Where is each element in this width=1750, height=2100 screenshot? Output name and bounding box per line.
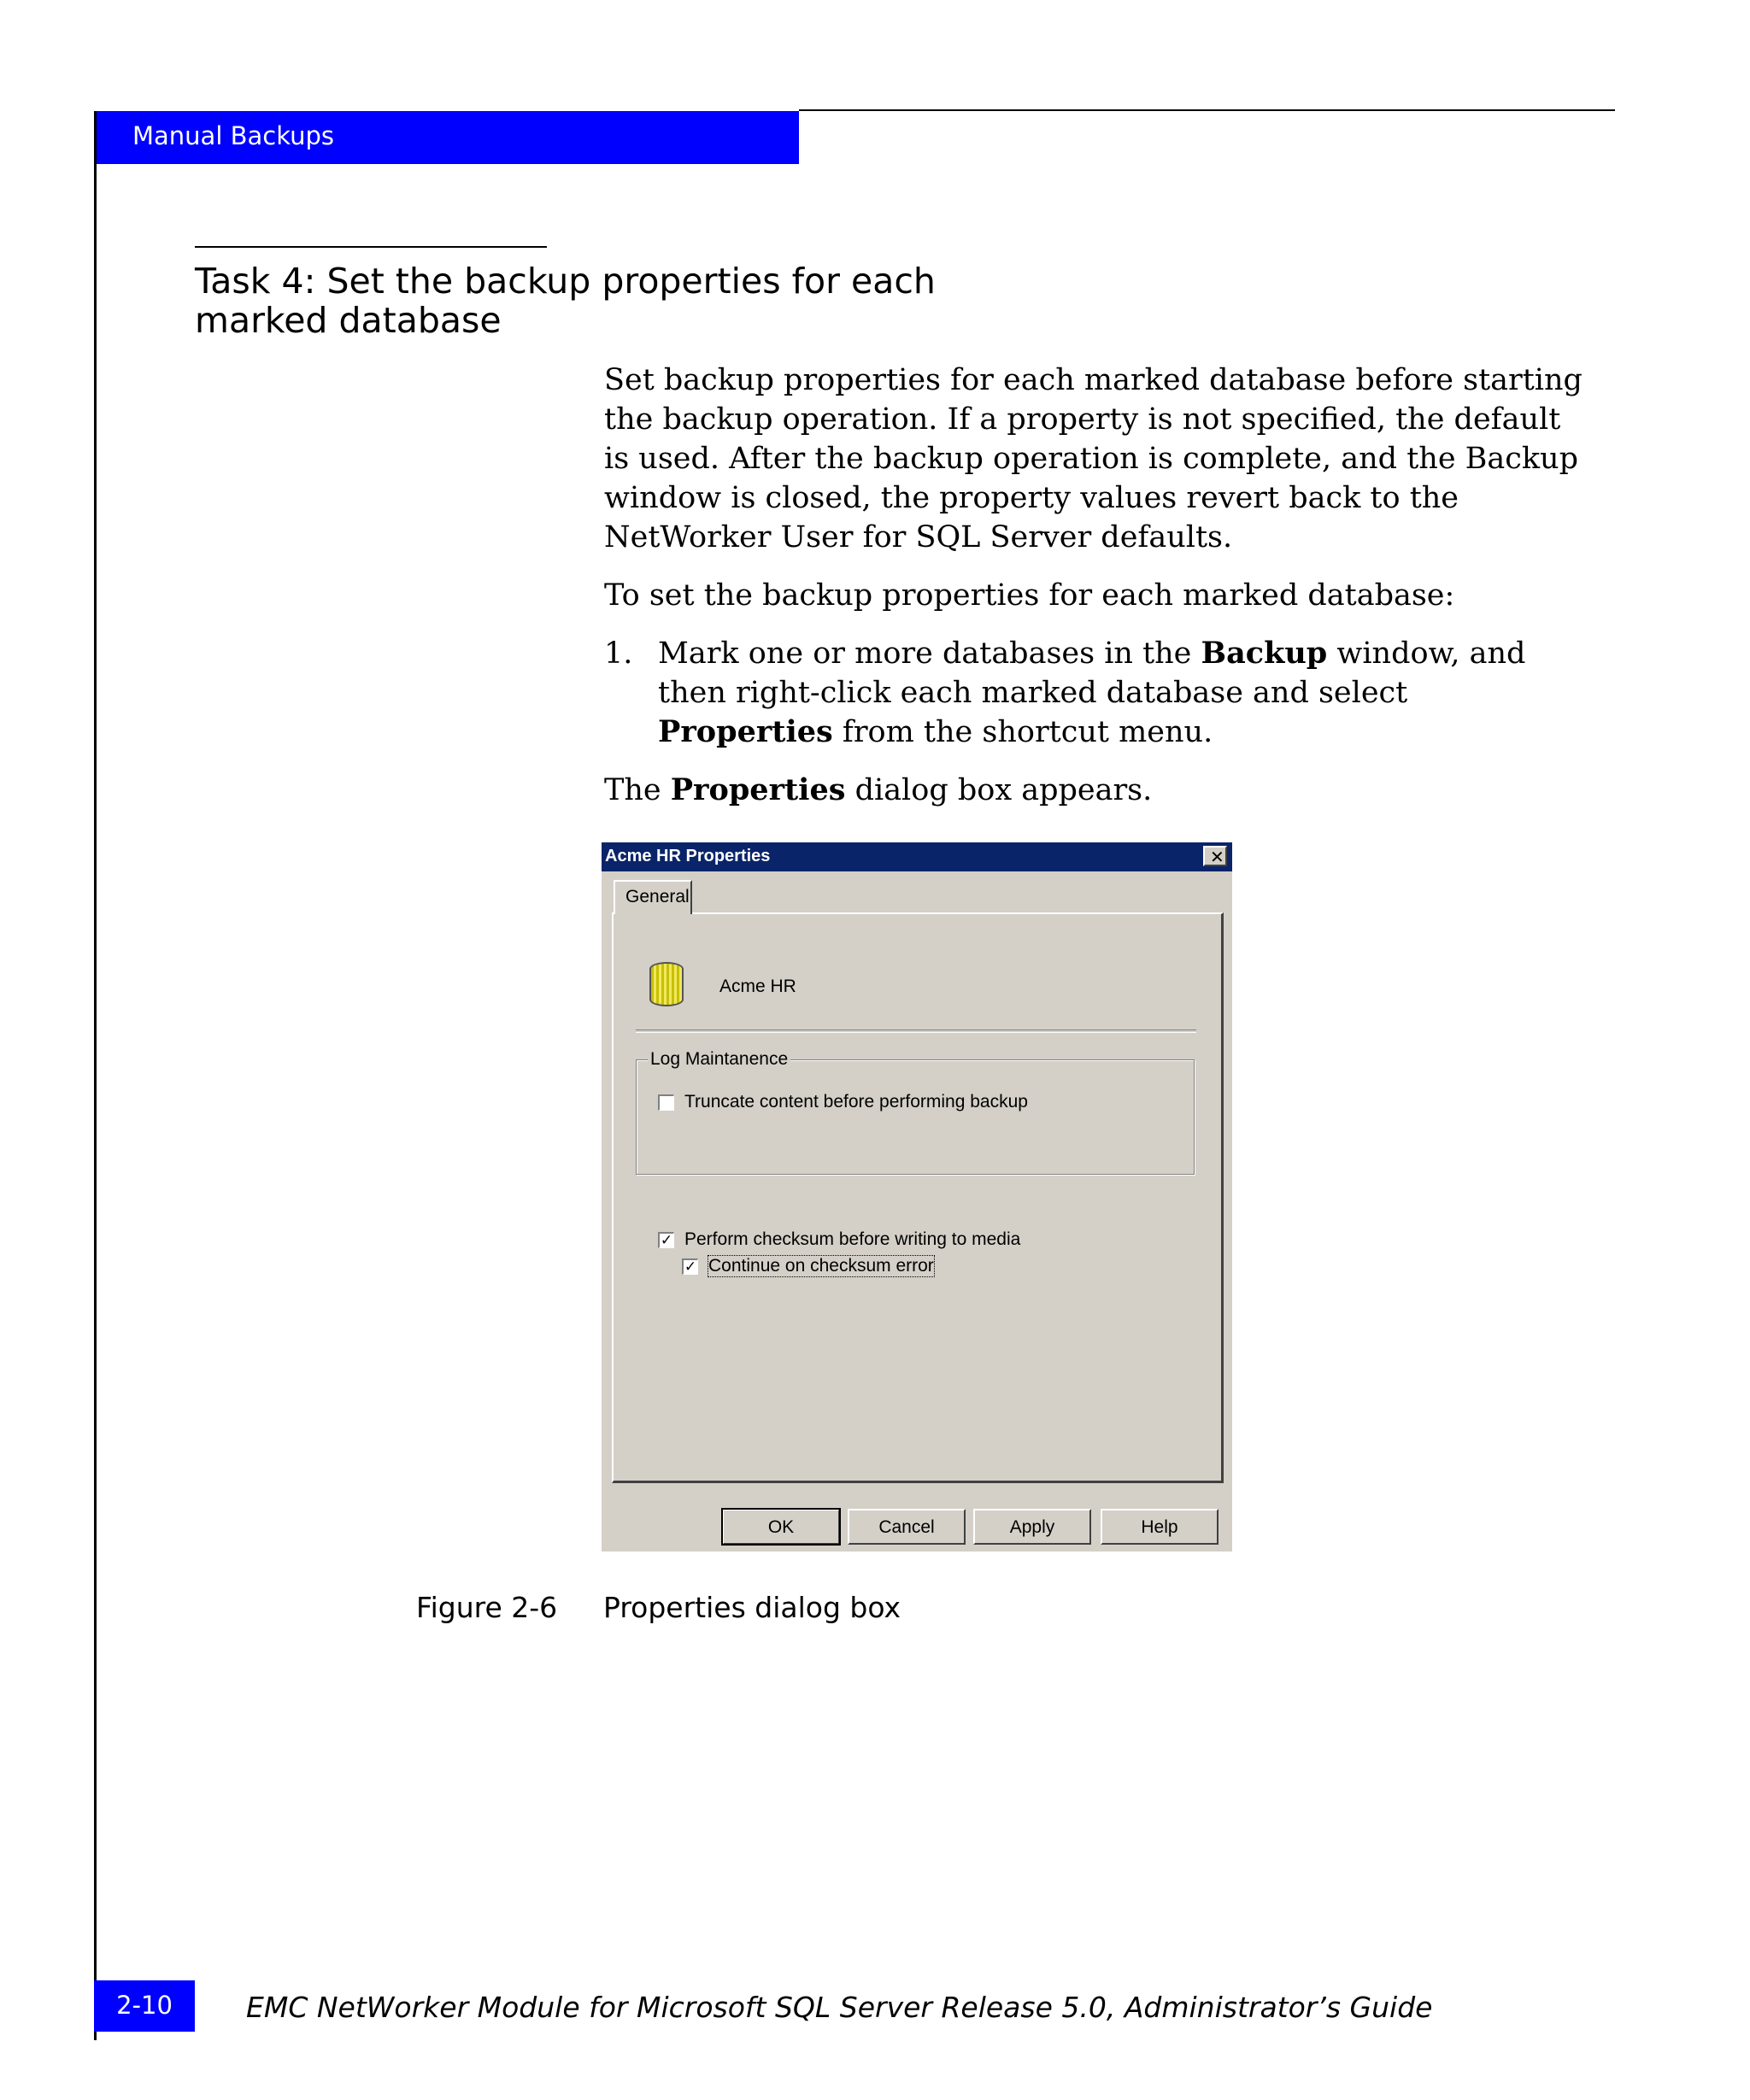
section-rule (195, 246, 547, 248)
lead-in-paragraph: To set the backup properties for each marked database: (604, 578, 1455, 613)
footer-book-title: EMC NetWorker Module for Microsoft SQL Server Release 5.0, Administrator’s Guide (246, 1991, 1433, 2024)
checksum-label: Perform checksum before writing to media (684, 1229, 1021, 1249)
close-icon: ✕ (1210, 848, 1224, 867)
chapter-header (94, 111, 799, 164)
database-icon (649, 962, 684, 1006)
close-button[interactable] (1203, 846, 1227, 866)
help-button[interactable]: Help (1101, 1509, 1219, 1545)
step-1-result (604, 771, 1587, 810)
tab-general[interactable] (614, 880, 692, 914)
page-margin-rule (94, 111, 97, 2040)
header-rule (799, 109, 1615, 111)
truncate-checkbox-row[interactable] (658, 1092, 1028, 1112)
result-text-part: dialog box appears. (845, 773, 1153, 807)
dialog-titlebar (602, 842, 1232, 871)
page-number: 2-10 (94, 1980, 195, 2032)
truncate-label: Truncate content before performing backup (684, 1092, 1028, 1112)
log-maintenance-group (636, 1059, 1195, 1175)
step-text-part: from the shortcut menu. (832, 715, 1213, 749)
checksum-checkbox[interactable] (658, 1232, 674, 1248)
continue-checkbox-row[interactable] (682, 1256, 934, 1276)
continue-label: Continue on checksum error (708, 1256, 934, 1276)
step-1 (604, 634, 1587, 752)
checksum-checkbox-row[interactable] (658, 1229, 1020, 1250)
step-number: 1. (604, 636, 633, 671)
ok-button[interactable]: OK (722, 1509, 840, 1545)
tab-general-label: General (625, 887, 690, 906)
intro-paragraph: Set backup properties for each marked database before starting the backup operation. If a property is not specified, the default is used. After the backup operation is complete, and the Backup window is closed, the property values revert back to the NetWorker User for SQL Server defaults. (604, 363, 1583, 554)
result-bold-properties: Properties (670, 772, 846, 807)
step-text (658, 634, 1587, 752)
general-tab-panel (612, 912, 1224, 1483)
step-text-part: Mark one or more databases in the (658, 636, 1201, 671)
section-title: Task 4: Set the backup properties for each marked database (195, 261, 936, 341)
dialog-title: Acme HR Properties (605, 847, 771, 865)
log-maintenance-label: Log Maintanence (648, 1049, 790, 1070)
check-icon: ✓ (660, 1231, 673, 1248)
separator (636, 1029, 1196, 1033)
figure-number: Figure 2-6 (416, 1591, 558, 1624)
database-name: Acme HR (719, 977, 796, 996)
step-bold-backup: Backup (1201, 636, 1328, 671)
cancel-button[interactable]: Cancel (848, 1509, 966, 1545)
body-text (604, 361, 1587, 829)
figure-title: Properties dialog box (603, 1591, 901, 1624)
check-icon: ✓ (684, 1258, 697, 1275)
truncate-checkbox[interactable] (658, 1094, 674, 1111)
chapter-header-label: Manual Backups (132, 121, 335, 150)
continue-checkbox[interactable] (682, 1258, 698, 1275)
apply-button[interactable]: Apply (973, 1509, 1091, 1545)
properties-dialog (602, 842, 1232, 1552)
step-text-part: window, and then right-click each marked database and select (658, 636, 1526, 710)
step-bold-properties: Properties (658, 714, 833, 749)
result-text-part: The (604, 773, 671, 807)
